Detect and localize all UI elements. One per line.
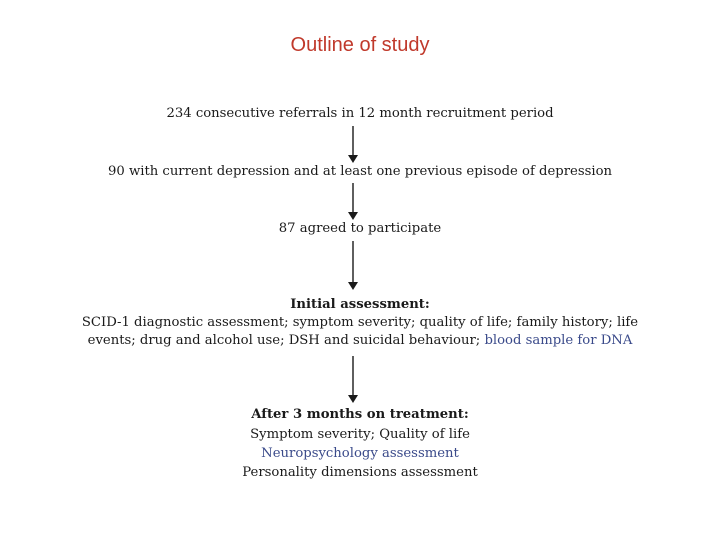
initial-assessment-line2-text: events; drug and alcohol use; DSH and suicidal behaviour; [87, 333, 485, 348]
after-3-months-line3: Personality dimensions assessment [242, 465, 478, 480]
step-current-depression: 90 with current depression and at least one previous episode of depression [107, 164, 613, 179]
neuropsychology-highlight: Neuropsychology assessment [261, 446, 459, 461]
initial-assessment-heading: Initial assessment: [290, 297, 430, 312]
step-referrals: 234 consecutive referrals in 12 month recruitment period [166, 106, 554, 121]
arrow-1 [348, 126, 358, 164]
arrow-2 [348, 183, 358, 221]
initial-assessment-line1: SCID-1 diagnostic assessment; symptom severity; quality of life; family history; life [81, 315, 639, 330]
after-3-months-heading: After 3 months on treatment: [251, 407, 469, 422]
diagram-title: Outline of study [290, 34, 430, 56]
initial-assessment-line2 [0, 332, 720, 350]
step-agreed: 87 agreed to participate [278, 221, 442, 236]
blood-sample-highlight: blood sample for DNA [484, 333, 633, 348]
arrow-3 [348, 241, 358, 291]
after-3-months-line1: Symptom severity; Quality of life [250, 427, 470, 442]
arrow-4 [348, 356, 358, 404]
